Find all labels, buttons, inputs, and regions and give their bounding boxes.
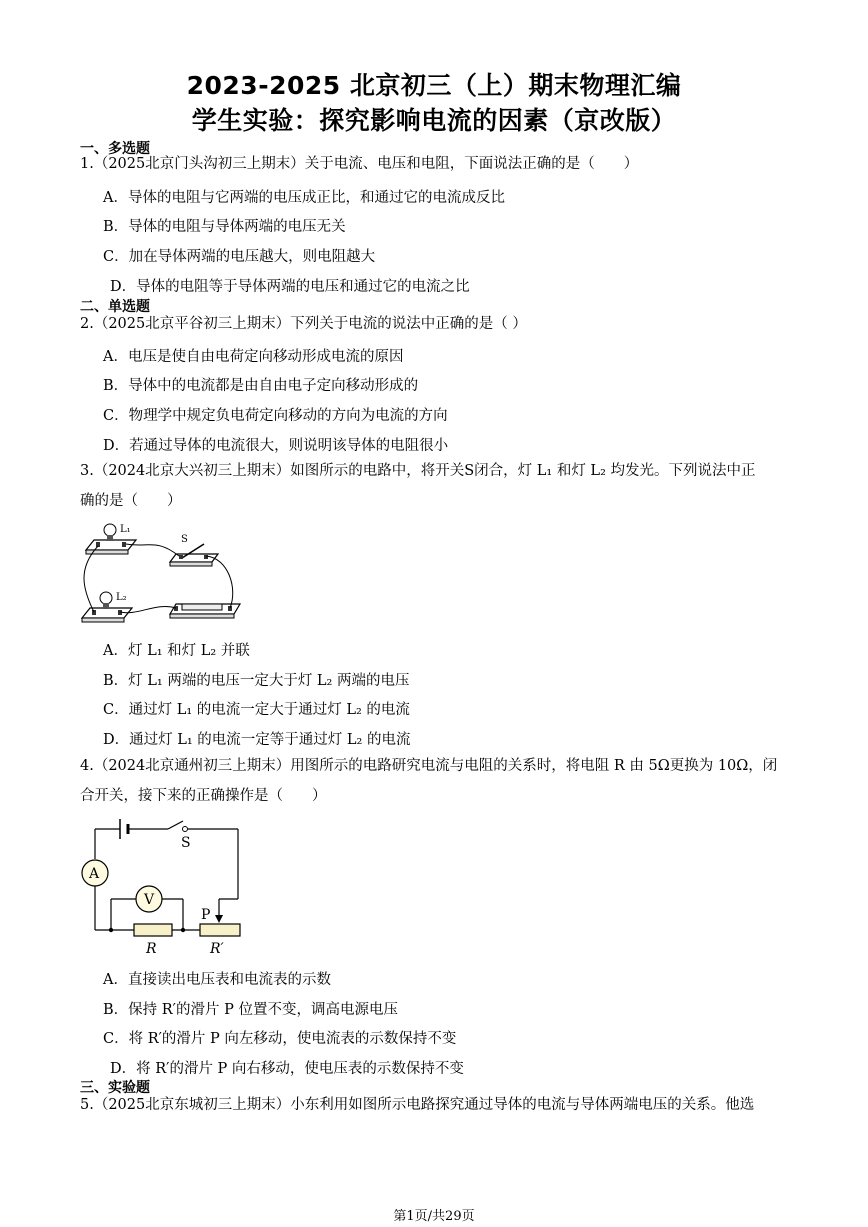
switch-s-label: S bbox=[181, 835, 191, 851]
question-4-option-c: C．将 R′的滑片 P 向左移动，使电流表的示数保持不变 bbox=[103, 1031, 457, 1047]
rheostat-label: R′ bbox=[210, 941, 224, 957]
question-2-option-d: D．若通过导体的电流很大，则说明该导体的电阻很小 bbox=[103, 438, 449, 454]
resistor-r-label: R bbox=[146, 941, 157, 957]
document-title-line1: 2023-2025 北京初三（上）期末物理汇编 bbox=[186, 71, 682, 100]
switch-s-label: S bbox=[181, 534, 188, 545]
question-3-option-d: D．通过灯 L₁ 的电流一定等于通过灯 L₂ 的电流 bbox=[103, 732, 411, 748]
rheostat-icon bbox=[200, 924, 240, 936]
switch-icon bbox=[168, 821, 183, 829]
question-5-stem: 5.（2025北京东城初三上期末）小东利用如图所示电路探究通过导体的电流与导体两端电压的关系。他选 bbox=[80, 1097, 755, 1113]
question-3-option-a: A．灯 L₁ 和灯 L₂ 并联 bbox=[103, 643, 250, 659]
page-number-footer: 第1页/共29页 bbox=[393, 1209, 475, 1224]
question-1-option-a: A．导体的电阻与它两端的电压成正比，和通过它的电流成反比 bbox=[103, 190, 505, 206]
resistor-r-icon bbox=[134, 924, 172, 936]
ammeter-label: A bbox=[89, 866, 100, 882]
question-1-stem: 1.（2025北京门头沟初三上期末）关于电流、电压和电阻，下面说法正确的是（ ） bbox=[80, 156, 639, 172]
question-2-stem: 2.（2025北京平谷初三上期末）下列关于电流的说法中正确的是（ ） bbox=[80, 316, 527, 332]
lamp-l2-label: L₂ bbox=[116, 592, 127, 603]
question-2-option-b: B．导体中的电流都是由自由电子定向移动形成的 bbox=[103, 378, 419, 394]
section-heading-single-choice: 二、单选题 bbox=[80, 299, 150, 315]
question-1-option-c: C．加在导体两端的电压越大，则电阻越大 bbox=[103, 249, 376, 265]
document-title-line2: 学生实验：探究影响电流的因素（京改版） bbox=[191, 106, 677, 135]
section-heading-multiple-choice: 一、多选题 bbox=[80, 141, 150, 157]
slider-arrow-icon bbox=[215, 915, 223, 923]
lamp-l1-label: L₁ bbox=[120, 524, 131, 535]
question-3-stem-line1: 3.（2024北京大兴初三上期末）如图所示的电路中，将开关S闭合，灯 L₁ 和灯 L₂ 均发光。下列说法中正 bbox=[80, 463, 756, 479]
question-2-option-c: C．物理学中规定负电荷定向移动的方向为电流的方向 bbox=[103, 408, 448, 424]
question-1-option-b: B．导体的电阻与导体两端的电压无关 bbox=[103, 219, 346, 235]
question-4-stem-line2: 合开关，接下来的正确操作是（ ） bbox=[80, 788, 327, 804]
voltmeter-label: V bbox=[144, 892, 155, 908]
question-3-option-b: B．灯 L₁ 两端的电压一定大于灯 L₂ 两端的电压 bbox=[103, 673, 410, 689]
slider-p-label: P bbox=[201, 907, 211, 923]
question-4-option-a: A．直接读出电压表和电流表的示数 bbox=[103, 972, 331, 988]
question-4-option-d: D．将 R′的滑片 P 向右移动，使电压表的示数保持不变 bbox=[110, 1061, 464, 1077]
bulb-icon bbox=[104, 524, 116, 536]
series-circuit-figure bbox=[78, 518, 248, 630]
resistance-experiment-circuit bbox=[78, 815, 248, 960]
question-4-stem-line1: 4.（2024北京通州初三上期末）用图所示的电路研究电流与电阻的关系时，将电阻 R 由 5Ω更换为 10Ω，闭 bbox=[80, 758, 778, 774]
section-heading-experiment: 三、实验题 bbox=[80, 1080, 150, 1096]
question-1-option-d: D．导体的电阻等于导体两端的电压和通过它的电流之比 bbox=[110, 279, 470, 295]
bulb-icon bbox=[100, 592, 112, 604]
question-3-option-c: C．通过灯 L₁ 的电流一定大于通过灯 L₂ 的电流 bbox=[103, 702, 410, 718]
question-4-option-b: B．保持 R′的滑片 P 位置不变，调高电源电压 bbox=[103, 1002, 398, 1018]
question-3-stem-line2: 确的是（ ） bbox=[80, 493, 182, 509]
battery-icon bbox=[182, 604, 222, 610]
question-2-option-a: A．电压是使自由电荷定向移动形成电流的原因 bbox=[103, 349, 404, 365]
